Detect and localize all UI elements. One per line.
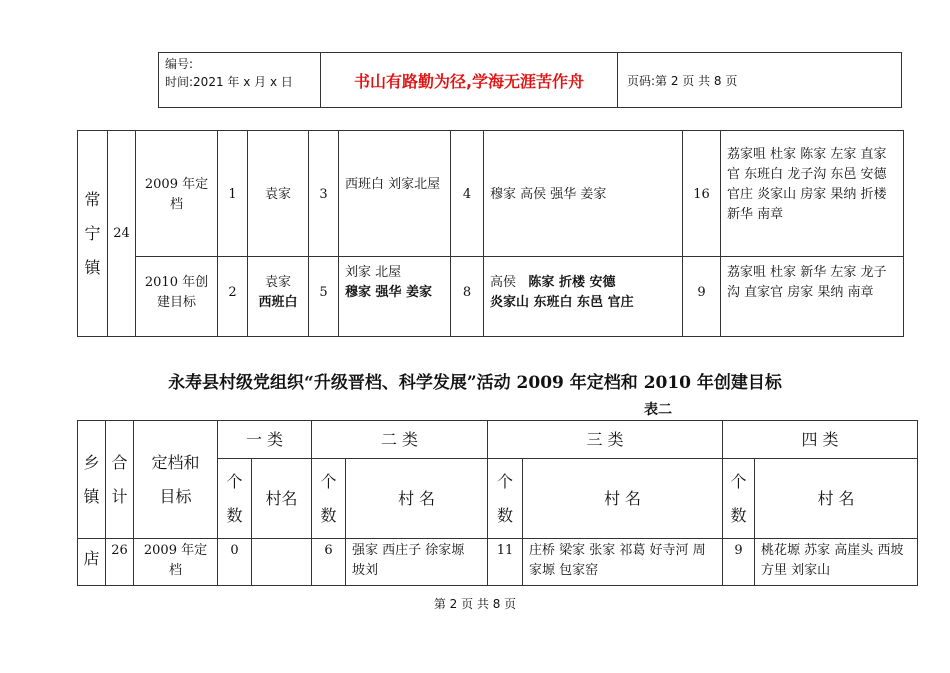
class1-count: 2 [218, 257, 248, 337]
class4-villages: 荔家咀 杜家 新华 左家 龙子沟 直家官 房家 果纳 南章 [721, 257, 904, 337]
header-village-name: 村 名 [755, 459, 918, 539]
header-class4: 四 类 [723, 421, 918, 459]
village-upgraded: 穆家 强华 姜家 [345, 285, 433, 300]
number-label: 编号: [165, 57, 194, 71]
class1-villages [248, 257, 309, 337]
page-header [158, 52, 902, 108]
town-cell: 店 [78, 539, 106, 586]
town-char: 镇 [84, 257, 101, 277]
header-village-name: 村 名 [523, 459, 723, 539]
header-village-name: 村 名 [346, 459, 488, 539]
table-row [78, 131, 904, 257]
class3-count: 11 [488, 539, 523, 586]
class4-count: 9 [683, 257, 721, 337]
header-char: 乡 [83, 452, 100, 472]
class1-count: 0 [218, 539, 252, 586]
header-class3: 三 类 [488, 421, 723, 459]
total-cell: 26 [106, 539, 134, 586]
class4-villages: 荔家咀 杜家 陈家 左家 直家官 东班白 龙子沟 东邑 安德 官庄 炎家山 房家 果纳 折楼 新华 南章 [721, 131, 904, 257]
header-char: 数 [320, 505, 337, 525]
table-row [78, 539, 918, 586]
class2-villages: 强家 西庄子 徐家塬 坡刘 [346, 539, 488, 586]
total-cell: 24 [108, 131, 136, 337]
village-upgraded: 西班白 [258, 295, 298, 310]
table-header-row [78, 421, 918, 459]
header-char: 个 [730, 471, 747, 491]
table-1 [77, 130, 904, 337]
header-target [134, 421, 218, 539]
header-line: 定档和 [151, 452, 200, 472]
class3-count: 8 [451, 257, 484, 337]
village-plain: 袁家 [264, 275, 291, 290]
class3-villages: 穆家 高侯 强华 姜家 [484, 131, 683, 257]
class4-villages: 桃花塬 苏家 高崖头 西坡 方里 刘家山 [755, 539, 918, 586]
class2-count: 5 [309, 257, 339, 337]
class1-villages: 袁家 [248, 131, 309, 257]
table-label: 表二 [644, 402, 672, 418]
header-line: 目标 [159, 486, 192, 506]
table-2 [77, 420, 918, 586]
target-cell: 2010 年创建目标 [136, 257, 218, 337]
header-char: 个 [320, 471, 337, 491]
header-char: 计 [111, 486, 128, 506]
motto: 书山有路勤为径,学海无涯苦作舟 [321, 53, 618, 107]
page-footer: 第 2 页 共 8 页 [433, 597, 517, 611]
town-char: 宁 [84, 223, 101, 243]
target-cell: 2009 年定档 [136, 131, 218, 257]
target-cell: 2009 年定档 [134, 539, 218, 586]
class3-villages [484, 257, 683, 337]
header-char: 镇 [83, 486, 100, 506]
village-upgraded: 炎家山 东班白 东邑 官庄 [490, 295, 634, 310]
header-count [488, 459, 523, 539]
header-meta [159, 53, 321, 107]
header-town [78, 421, 106, 539]
header-char: 合 [111, 452, 128, 472]
class2-villages [339, 257, 451, 337]
header-char: 数 [226, 505, 243, 525]
document-title: 永寿县村级党组织“升级晋档、科学发展”活动 2009 年定档和 2010 年创建目标 [168, 373, 782, 393]
header-class2: 二 类 [312, 421, 488, 459]
class1-count: 1 [218, 131, 248, 257]
village-plain: 刘家 北屋 [345, 265, 402, 280]
time-label: 时间:2021 年 x 月 x 日 [165, 75, 293, 89]
header-village-name: 村名 [252, 459, 312, 539]
class2-villages: 西班白 刘家北屋 [339, 131, 451, 257]
class1-villages [252, 539, 312, 586]
header-char: 数 [730, 505, 747, 525]
header-count [218, 459, 252, 539]
village-upgraded: 陈家 折楼 安德 [528, 275, 616, 290]
header-count [723, 459, 755, 539]
class3-count: 4 [451, 131, 484, 257]
class2-count: 6 [312, 539, 346, 586]
class3-villages: 庄桥 梁家 张家 祁葛 好寺河 周家塬 包家窑 [523, 539, 723, 586]
town-char: 常 [84, 189, 101, 209]
class2-count: 3 [309, 131, 339, 257]
page-info: 页码:第 2 页 共 8 页 [627, 73, 738, 88]
header-total [106, 421, 134, 539]
header-count [312, 459, 346, 539]
header-char: 个 [496, 471, 513, 491]
class4-count: 9 [723, 539, 755, 586]
table-row [78, 257, 904, 337]
town-cell [78, 131, 108, 337]
class4-count: 16 [683, 131, 721, 257]
header-char: 个 [226, 471, 243, 491]
header-char: 数 [496, 505, 513, 525]
village-plain: 高侯 [490, 275, 517, 290]
header-class1: 一 类 [218, 421, 312, 459]
